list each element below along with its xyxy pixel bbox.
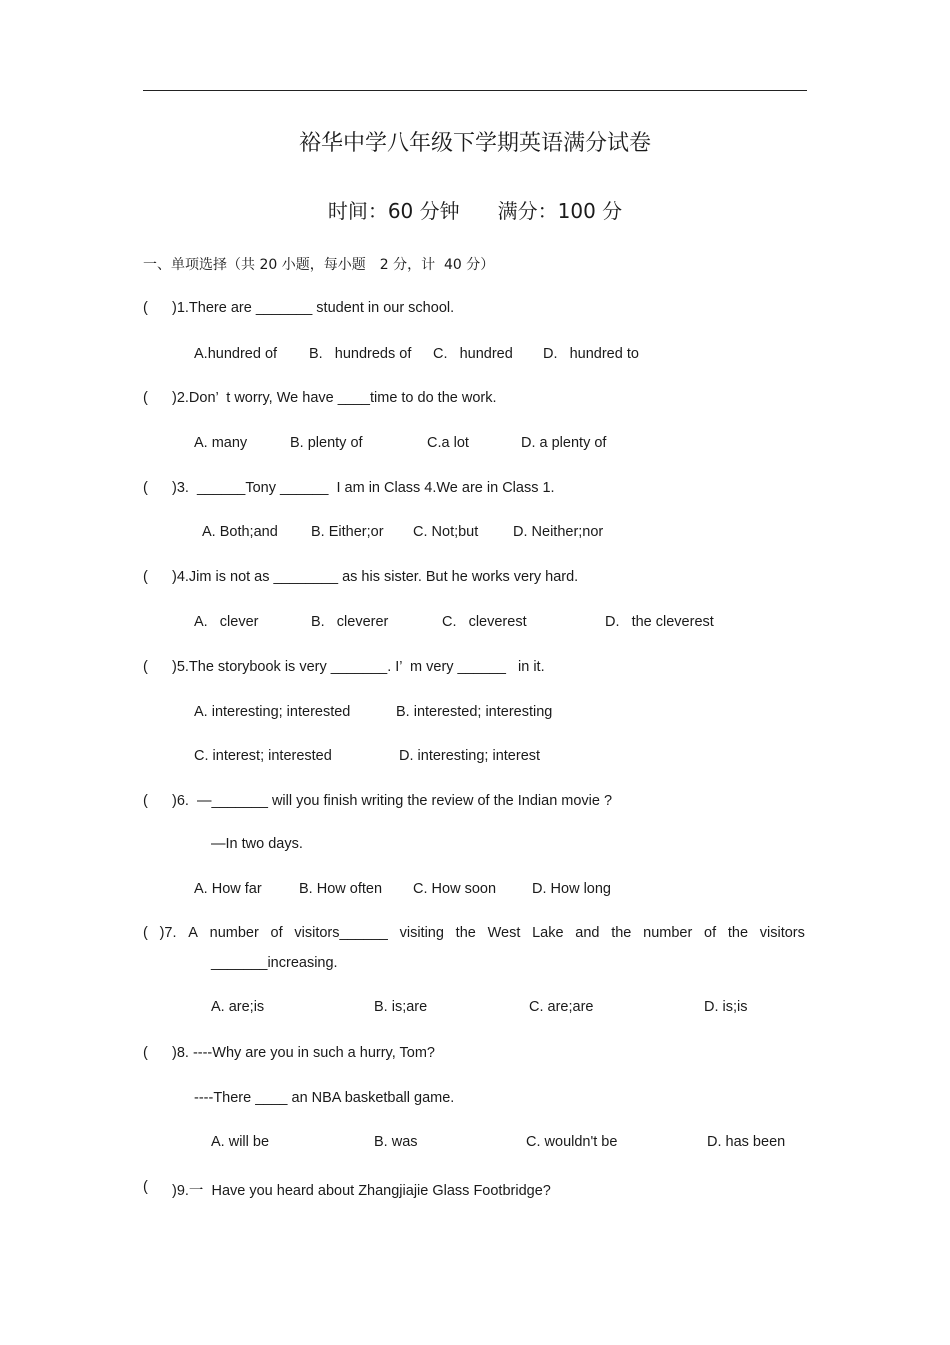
q5-stem: )5.The storybook is very _______. I’ m very ______ in it. — [172, 659, 545, 675]
q8-reply: ----There ____ an NBA basketball game. — [194, 1090, 455, 1106]
q7-word: A — [188, 925, 198, 941]
q7-option-b: B. is;are — [374, 999, 428, 1015]
q3-stem: )3. ______Tony ______ I am in Class 4.We are in Class 1. — [172, 480, 555, 496]
score-value: 100 分 — [557, 199, 623, 223]
q2-option-a: A. many — [194, 435, 248, 451]
q5-option-a: A. interesting; interested — [194, 704, 351, 720]
q8-paren: ( — [143, 1045, 148, 1061]
q2-stem: )2.Don’ t worry, We have ____time to do the work. — [172, 390, 497, 406]
q4-option-b: B. cleverer — [311, 614, 389, 630]
q8-option-a: A. will be — [211, 1134, 270, 1150]
header-rule — [143, 90, 807, 91]
q5-option-d: D. interesting; interest — [399, 748, 541, 764]
time-value: 60 分钟 — [387, 199, 460, 223]
q4-option-a: A. clever — [194, 614, 259, 630]
q6-option-d: D. How long — [532, 881, 611, 897]
q7-word: and — [575, 925, 600, 941]
q7-word: Lake — [532, 925, 564, 941]
q6-option-b: B. How often — [299, 881, 383, 897]
q8-option-d: D. has been — [707, 1134, 786, 1150]
q1-stem: )1.There are _______ student in our school. — [172, 300, 455, 316]
q6-stem: )6. —_______ will you finish writing the review of the Indian movie ? — [172, 793, 613, 809]
q9-stem: )9.一 Have you heard about Zhangjiajie Glass Footbridge? — [172, 1183, 551, 1199]
q9-paren: ( — [143, 1179, 148, 1195]
q6-option-a: A. How far — [194, 881, 262, 897]
q6-paren: ( — [143, 793, 148, 809]
q7-word: the — [611, 925, 632, 941]
q7-word: the — [455, 925, 476, 941]
q6-reply: —In two days. — [211, 836, 303, 852]
q4-paren: ( — [143, 569, 148, 585]
q6-option-c: C. How soon — [413, 881, 497, 897]
q3-option-a: A. Both;and — [202, 524, 278, 540]
exam-title: 裕华中学八年级下学期英语满分试卷 — [298, 131, 651, 156]
q8-option-c: C. wouldn't be — [526, 1134, 618, 1150]
q5-option-b: B. interested; interesting — [396, 704, 553, 720]
q7-stem-continued: _______increasing. — [211, 955, 338, 971]
q7-paren: ( — [143, 925, 148, 941]
q7-word: )7. — [159, 925, 177, 941]
q8-option-b: B. was — [374, 1134, 418, 1150]
q4-option-d: D. the cleverest — [605, 614, 714, 630]
q4-option-c: C. cleverest — [442, 614, 527, 630]
q3-option-c: C. Not;but — [413, 524, 479, 540]
q1-option-c: C. hundred — [433, 346, 513, 362]
q7-word: West — [487, 925, 521, 941]
q2-option-b: B. plenty of — [290, 435, 363, 451]
q1-paren: ( — [143, 300, 148, 316]
score-label: 满分： — [497, 199, 558, 223]
q2-option-d: D. a plenty of — [521, 435, 607, 451]
q7-word: the — [727, 925, 749, 941]
q7-word: visiting — [399, 925, 444, 941]
q3-option-b: B. Either;or — [311, 524, 384, 540]
q7-word: visitors — [759, 925, 805, 941]
q5-option-c: C. interest; interested — [194, 748, 332, 764]
q2-option-c: C.a lot — [427, 435, 469, 451]
q7-option-c: C. are;are — [529, 999, 594, 1015]
q7-stem — [143, 925, 805, 941]
q7-word: number — [643, 925, 693, 941]
q1-option-d: D. hundred to — [543, 346, 639, 362]
section-heading: 一、单项选择（共 20 小题，每小题 2 分，计 40 分） — [143, 257, 495, 273]
q5-paren: ( — [143, 659, 148, 675]
q3-paren: ( — [143, 480, 148, 496]
exam-info — [0, 195, 950, 224]
q7-word: visitors______ — [294, 925, 388, 941]
q7-word: number — [209, 925, 259, 941]
q1-option-b: B. hundreds of — [309, 346, 412, 362]
q7-word: of — [704, 925, 717, 941]
q2-paren: ( — [143, 390, 148, 406]
time-label: 时间： — [327, 199, 388, 223]
q3-option-d: D. Neither;nor — [513, 524, 604, 540]
q8-stem: )8. ----Why are you in such a hurry, Tom? — [172, 1045, 435, 1061]
q7-option-a: A. are;is — [211, 999, 265, 1015]
q7-option-d: D. is;is — [704, 999, 748, 1015]
q7-word: of — [270, 925, 283, 941]
q4-stem: )4.Jim is not as ________ as his sister. But he works very hard. — [172, 569, 579, 585]
q1-option-a: A.hundred of — [194, 346, 278, 362]
